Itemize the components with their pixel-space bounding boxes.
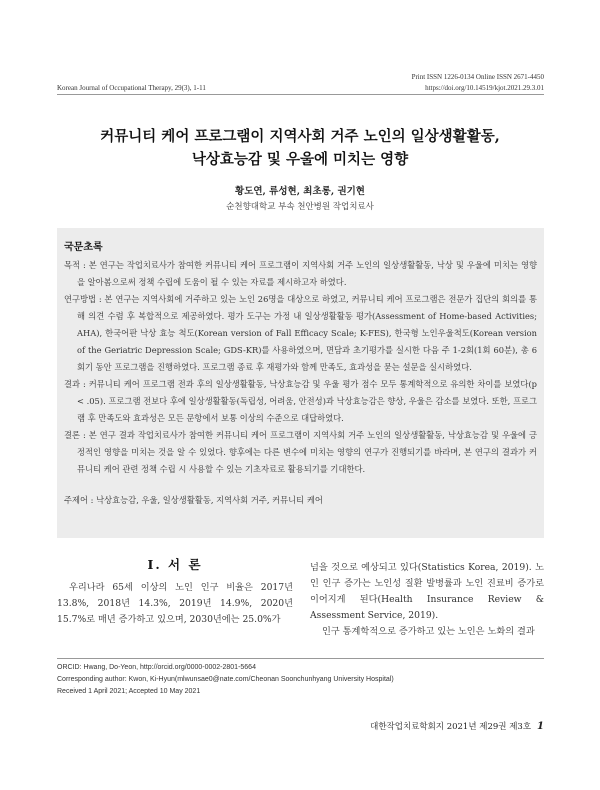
authors: 황도연, 류성현, 최초롱, 권기현 bbox=[235, 186, 365, 197]
issn: Print ISSN 1226-0134 Online ISSN 2671-4450 bbox=[411, 73, 544, 81]
section-heading: Ⅰ. 서 론 bbox=[147, 557, 203, 572]
journal-footer bbox=[370, 720, 544, 732]
title-line-2: 낙상효능감 및 우울에 미치는 영향 bbox=[191, 151, 409, 168]
abstract-box bbox=[57, 228, 544, 538]
corresponding-author: Corresponding author: Kwon, Ki-Hyun(mlwunsae0@nate.com/Cheonan Soonchunhyang University Hospital) bbox=[57, 676, 394, 683]
orcid-note: ORCID: Hwang, Do-Yeon, http://orcid.org/0000-0002-2801-5664 bbox=[57, 664, 256, 671]
page-number: 1 bbox=[537, 721, 544, 732]
doi-link[interactable]: https://doi.org/10.14519/kjot.2021.29.3.01 bbox=[425, 84, 544, 92]
keywords: 주제어 : 낙상효능감, 우울, 일상생활활동, 지역사회 거주, 커뮤니티 케어 bbox=[64, 495, 323, 505]
left-column-text: 우리나라 65세 이상의 노인 인구 비율은 2017년 13.8%, 2018년 14.3%, 2019년 14.9%, 2020년 15.7%로 매년 증가하고 있으며, 2030년에는 25.0%가 bbox=[57, 582, 293, 625]
right-column-paragraph-2: 인구 통계학적으로 증가하고 있는 노인은 노화의 결과 bbox=[322, 626, 535, 637]
affiliation: 순천향대학교 부속 천안병원 작업치료사 bbox=[226, 202, 374, 212]
right-column-paragraph-1: 넘을 것으로 예상되고 있다(Statistics Korea, 2019). 노인 인구 증가는 노인성 질환 발병률과 노인 진료비 증가로 이어지게 된다(Health Insurance Review & Assessment Service, 2019). bbox=[310, 562, 544, 621]
header-rule bbox=[57, 94, 544, 95]
abstract-conclusion: 결론 : 본 연구 결과 작업치료사가 참여한 커뮤니티 케어 프로그램이 지역사회 거주 노인의 일상생활활동, 낙상효능감 및 우울에 긍정적인 영향을 미치는 것을 알 수 있었다. 향후에는 다른 변수에 미치는 영향의 연구가 진행되기를 바라며, 본 연구의 결과가 커뮤니티 케어 관련 정책 수립 시 사용할 수 있는 기초자료로 활용되기를 기대한다. bbox=[64, 430, 537, 474]
title-line-1: 커뮤니티 케어 프로그램이 지역사회 거주 노인의 일상생활활동, bbox=[100, 128, 500, 145]
footnote-rule bbox=[57, 658, 544, 659]
abstract-methods: 연구방법 : 본 연구는 지역사회에 거주하고 있는 노인 26명을 대상으로 하였고, 커뮤니티 케어 프로그램은 전문가 집단의 회의를 통해 의견 수렴 후 복합적으로 제공하였다. 평가 도구는 가정 내 일상생활활동 평가(Assessment of Home-based Activities; AHA), 한국어판 낙상 효능 척도(Korean version of Fall Efficacy Scale; K-FES), 한국형 노인우울척도(Korean version of the Geriatric Depression Scale; GDS-KR)를 사용하였으며, 면담과 초기평가를 실시한 다음 주 1-2회(1회 60분), 총 6회기 동안 프로그램을 진행하였다. 프로그램 종료 후 재평가와 함께 만족도, 효과성을 묻는 설문을 실시하였다. bbox=[64, 294, 537, 372]
journal-citation: Korean Journal of Occupational Therapy, 29(3), 1-11 bbox=[57, 84, 206, 92]
abstract-heading: 국문초록 bbox=[64, 242, 103, 253]
abstract-results: 결과 : 커뮤니티 케어 프로그램 전과 후의 일상생활활동, 낙상효능감 및 우울 평가 점수 모두 통계학적으로 유의한 차이를 보였다(p < .05). 프로그램 전보다 후에 일상생활활동(독립성, 어려움, 안전성)과 낙상효능감은 향상, 우울은 감소를 보였다. 또한, 프로그램 후 만족도와 효과성은 모든 문항에서 보통 이상의 수준으로 대답하였다. bbox=[64, 379, 537, 423]
received-date: Received 1 April 2021; Accepted 10 May 2021 bbox=[57, 688, 201, 695]
journal-name-footer: 대한작업치료학회지 2021년 제29권 제3호 bbox=[370, 722, 532, 732]
abstract-purpose: 목적 : 본 연구는 작업치료사가 참여한 커뮤니티 케어 프로그램이 지역사회 거주 노인의 일상생활활동, 낙상 및 우울에 미치는 영향을 알아봄으로써 정책 수립에 도움이 될 수 있는 자료를 제시하고자 하였다. bbox=[64, 260, 537, 287]
